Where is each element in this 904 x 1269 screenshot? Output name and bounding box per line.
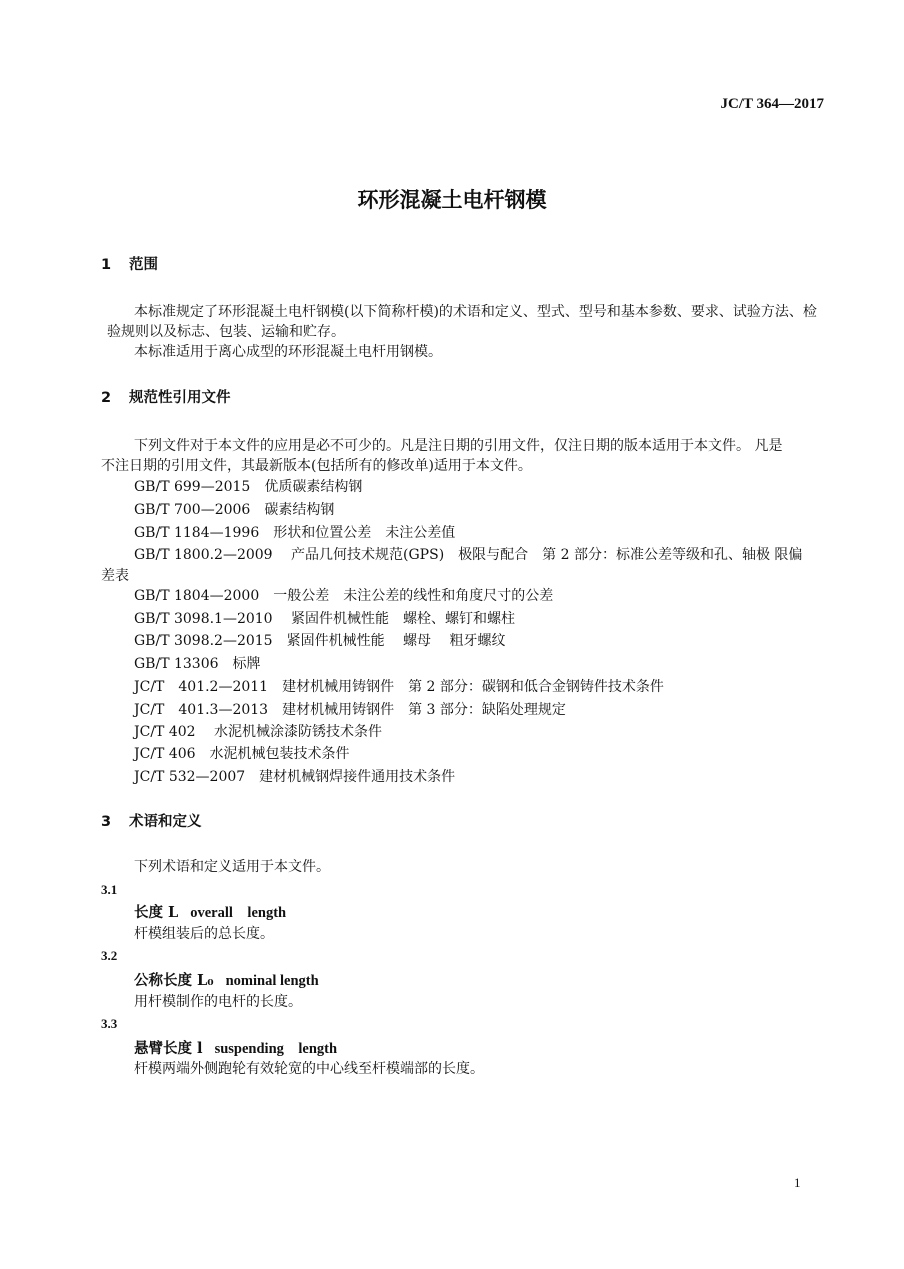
term-definition: 用杆模制作的电杆的长度。 (134, 994, 302, 1010)
term-en: overall length (190, 905, 287, 921)
term-title (134, 969, 319, 990)
term-title (134, 1037, 337, 1058)
reference-item: JC/T 401.2—2011 建材机械用铸钢件 第 2 部分：碳钢和低合金钢铸件技术条件 (134, 679, 664, 695)
term-number: 3.1 (101, 882, 118, 897)
scope-paragraph-1: 本标准规定了环形混凝土电杆钢模(以下简称杆模)的术语和定义、型式、型号和基本参数、要求、试验方法、检验规则以及标志、包装、运输和贮存。 (107, 304, 817, 340)
reference-item: JC/T 406 水泥机械包装技术条件 (134, 746, 350, 762)
reference-item: JC/T 401.3—2013 建材机械用铸钢件 第 3 部分：缺陷处理规定 (134, 702, 566, 718)
reference-item: GB/T 1184—1996 形状和位置公差 未注公差值 (134, 525, 456, 541)
term-definition: 杆模两端外侧跑轮有效轮宽的中心线至杆模端部的长度。 (134, 1061, 484, 1077)
section-title: 范围 (129, 257, 158, 273)
reference-item: GB/T 3098.2—2015 紧固件机械性能 螺母 粗牙螺纹 (134, 633, 506, 649)
term-zh: 公称长度 L₀ (134, 972, 214, 989)
section-heading-normative-references (101, 386, 231, 407)
term-number: 3.2 (101, 948, 118, 963)
page-number: 1 (794, 1175, 801, 1190)
reference-item: JC/T 402 水泥机械涂漆防锈技术条件 (134, 724, 383, 740)
section-heading-terms (101, 810, 202, 831)
section-heading-scope (101, 253, 158, 274)
references-intro: 下列文件对于本文件的应用是必不可少的。凡是注日期的引用文件，仅注日期的版本适用于本文件。 凡是不注日期的引用文件，其最新版本(包括所有的修改单)适用于本文件。 (101, 438, 783, 474)
term-zh: 悬臂长度 l (134, 1040, 203, 1057)
reference-item: GB/T 1800.2—2009 产品几何技术规范(GPS) 极限与配合 第 2 部分：标准公差等级和孔、轴极 限偏差表 (101, 547, 803, 584)
term-en: nominal length (225, 973, 319, 989)
term-number: 3.3 (101, 1016, 118, 1031)
reference-item: GB/T 3098.1—2010 紧固件机械性能 螺栓、螺钉和螺柱 (134, 611, 516, 627)
section-title: 规范性引用文件 (129, 390, 231, 406)
reference-item: GB/T 699—2015 优质碳素结构钢 (134, 479, 363, 495)
section-title: 术语和定义 (129, 814, 202, 830)
term-en: suspending length (214, 1041, 338, 1057)
standard-number: JC/T 364—2017 (720, 96, 824, 112)
section-number: 3 (101, 814, 112, 830)
reference-item: GB/T 13306 标牌 (134, 656, 261, 672)
term-definition: 杆模组装后的总长度。 (134, 926, 274, 942)
document-title: 环形混凝土电杆钢模 (357, 188, 547, 212)
section-number: 1 (101, 257, 112, 273)
section-number: 2 (101, 390, 112, 406)
reference-item: GB/T 700—2006 碳素结构钢 (134, 502, 335, 518)
term-title (134, 901, 286, 922)
reference-item: JC/T 532—2007 建材机械钢焊接件通用技术条件 (134, 769, 456, 785)
scope-paragraph-2: 本标准适用于离心成型的环形混凝土电杆用钢模。 (134, 344, 442, 360)
reference-item: GB/T 1804—2000 一般公差 未注公差的线性和角度尺寸的公差 (134, 588, 554, 604)
terms-intro: 下列术语和定义适用于本文件。 (134, 859, 330, 875)
term-zh: 长度 L (134, 904, 179, 921)
